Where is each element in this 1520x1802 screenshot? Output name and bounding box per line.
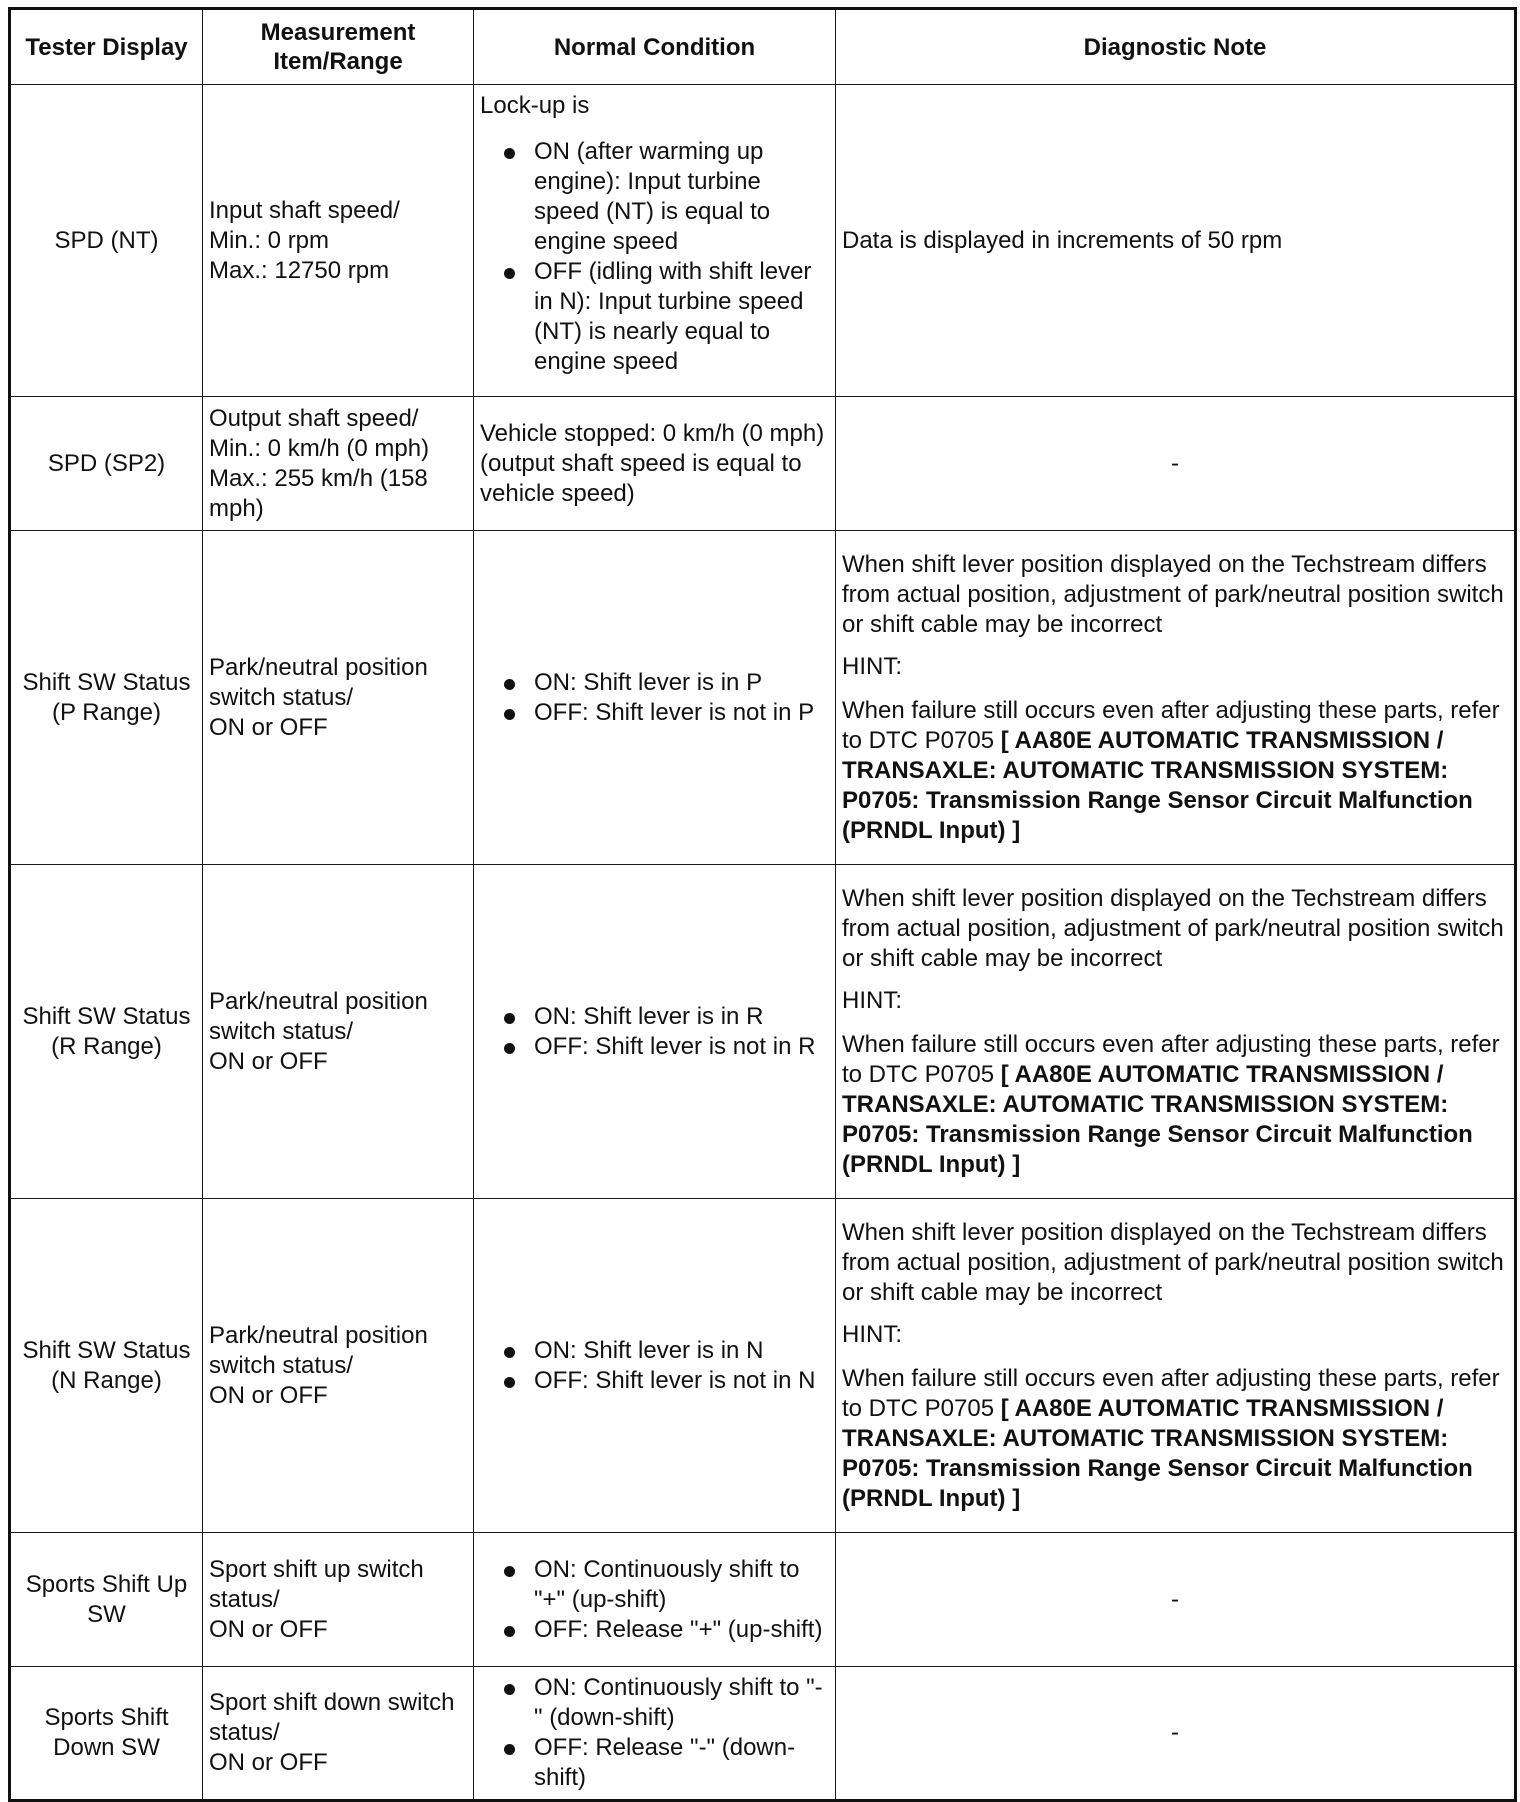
dtc-reference-link[interactable]: [ AA80E AUTOMATIC TRANSMISSION / TRANSAXLE: AUTOMATIC TRANSMISSION SYSTEM: P0705: Transmission Range Sensor Circuit Malfunction (PRNDL Input) ] [842,1060,1473,1178]
diagnostic-note-cell: - [836,397,1516,531]
table-row [10,397,1516,531]
normal-condition-cell [474,1199,836,1533]
condition-item: OFF: Release "-" (down-shift) [480,1733,829,1793]
note-hint-label: HINT: [842,986,902,1014]
note-refer-text: When failure still occurs even after adjusting these parts, refer to DTC P0705 [842,696,1500,754]
condition-item: ON: Shift lever is in N [480,1336,829,1366]
note-refer-text: When failure still occurs even after adjusting these parts, refer to DTC P0705 [842,1364,1500,1422]
diagnostic-note-cell: Data is displayed in increments of 50 rpm [836,85,1516,397]
tester-display-cell: Shift SW Status (R Range) [10,865,203,1199]
condition-item: OFF: Shift lever is not in R [480,1032,829,1062]
note-hint-label: HINT: [842,652,902,680]
condition-item: ON: Shift lever is in R [480,1002,829,1032]
normal-condition-cell [474,531,836,865]
tester-display-cell: Shift SW Status (N Range) [10,1199,203,1533]
table-row [10,85,1516,397]
diagnostic-note-cell [836,531,1516,865]
condition-item: ON: Continuously shift to "-" (down-shift) [480,1673,829,1733]
diagnostic-note-cell: - [836,1667,1516,1801]
header-row [10,9,1516,85]
table-row [10,865,1516,1199]
table-row [10,1533,1516,1667]
condition-item: OFF (idling with shift lever in N): Input turbine speed (NT) is nearly equal to engine speed [480,257,829,377]
condition-item: ON: Shift lever is in P [480,668,829,698]
condition-list [480,1002,829,1062]
diagnostic-data-table [8,7,1517,1802]
note-paragraph [842,696,1508,846]
dtc-reference-link[interactable]: [ AA80E AUTOMATIC TRANSMISSION / TRANSAXLE: AUTOMATIC TRANSMISSION SYSTEM: P0705: Transmission Range Sensor Circuit Malfunction (PRNDL Input) ] [842,726,1473,844]
tester-display-cell: Sports Shift Up SW [10,1533,203,1667]
normal-condition-intro: Lock-up is [480,92,590,119]
tester-display-cell: Shift SW Status (P Range) [10,531,203,865]
dtc-reference-link[interactable]: [ AA80E AUTOMATIC TRANSMISSION / TRANSAXLE: AUTOMATIC TRANSMISSION SYSTEM: P0705: Transmission Range Sensor Circuit Malfunction (PRNDL Input) ] [842,1394,1473,1512]
diagnostic-note-cell [836,1199,1516,1533]
note-paragraph: When shift lever position displayed on the Techstream differs from actual position, adjustment of park/neutral position switch or shift cable may be incorrect [842,550,1504,638]
measurement-cell: Park/neutral position switch status/ ON or OFF [203,531,474,865]
normal-condition-cell [474,1667,836,1801]
note-paragraph [842,1030,1508,1180]
tester-display-cell: SPD (NT) [10,85,203,397]
condition-item: ON: Continuously shift to "+" (up-shift) [480,1555,829,1615]
measurement-cell: Sport shift up switch status/ ON or OFF [203,1533,474,1667]
condition-list [480,137,829,377]
condition-list [480,668,829,728]
note-refer-text: When failure still occurs even after adjusting these parts, refer to DTC P0705 [842,1030,1500,1088]
condition-item: OFF: Shift lever is not in N [480,1366,829,1396]
normal-condition-cell [474,85,836,397]
measurement-cell: Sport shift down switch status/ ON or OFF [203,1667,474,1801]
header-diagnostic-note: Diagnostic Note [836,9,1516,85]
condition-item: ON (after warming up engine): Input turbine speed (NT) is equal to engine speed [480,137,829,257]
header-measurement-item: Measurement Item/Range [203,9,474,85]
condition-list [480,1673,829,1793]
table-row [10,1199,1516,1533]
normal-condition-cell: Vehicle stopped: 0 km/h (0 mph) (output shaft speed is equal to vehicle speed) [474,397,836,531]
tester-display-cell: Sports Shift Down SW [10,1667,203,1801]
note-hint-label: HINT: [842,1320,902,1348]
normal-condition-cell [474,865,836,1199]
normal-condition-cell [474,1533,836,1667]
condition-item: OFF: Shift lever is not in P [480,698,829,728]
condition-list [480,1555,829,1645]
table-row [10,531,1516,865]
condition-list [480,1336,829,1396]
measurement-cell: Input shaft speed/ Min.: 0 rpm Max.: 12750 rpm [203,85,474,397]
table-row [10,1667,1516,1801]
measurement-cell: Output shaft speed/ Min.: 0 km/h (0 mph) Max.: 255 km/h (158 mph) [203,397,474,531]
tester-display-cell: SPD (SP2) [10,397,203,531]
note-paragraph: When shift lever position displayed on the Techstream differs from actual position, adjustment of park/neutral position switch or shift cable may be incorrect [842,884,1504,972]
diagnostic-note-cell [836,865,1516,1199]
note-paragraph [842,1364,1508,1514]
diagnostic-note-cell: - [836,1533,1516,1667]
header-normal-condition: Normal Condition [474,9,836,85]
header-tester-display: Tester Display [10,9,203,85]
condition-item: OFF: Release "+" (up-shift) [480,1615,829,1645]
measurement-cell: Park/neutral position switch status/ ON or OFF [203,865,474,1199]
note-paragraph: When shift lever position displayed on the Techstream differs from actual position, adjustment of park/neutral position switch or shift cable may be incorrect [842,1218,1504,1306]
measurement-cell: Park/neutral position switch status/ ON or OFF [203,1199,474,1533]
